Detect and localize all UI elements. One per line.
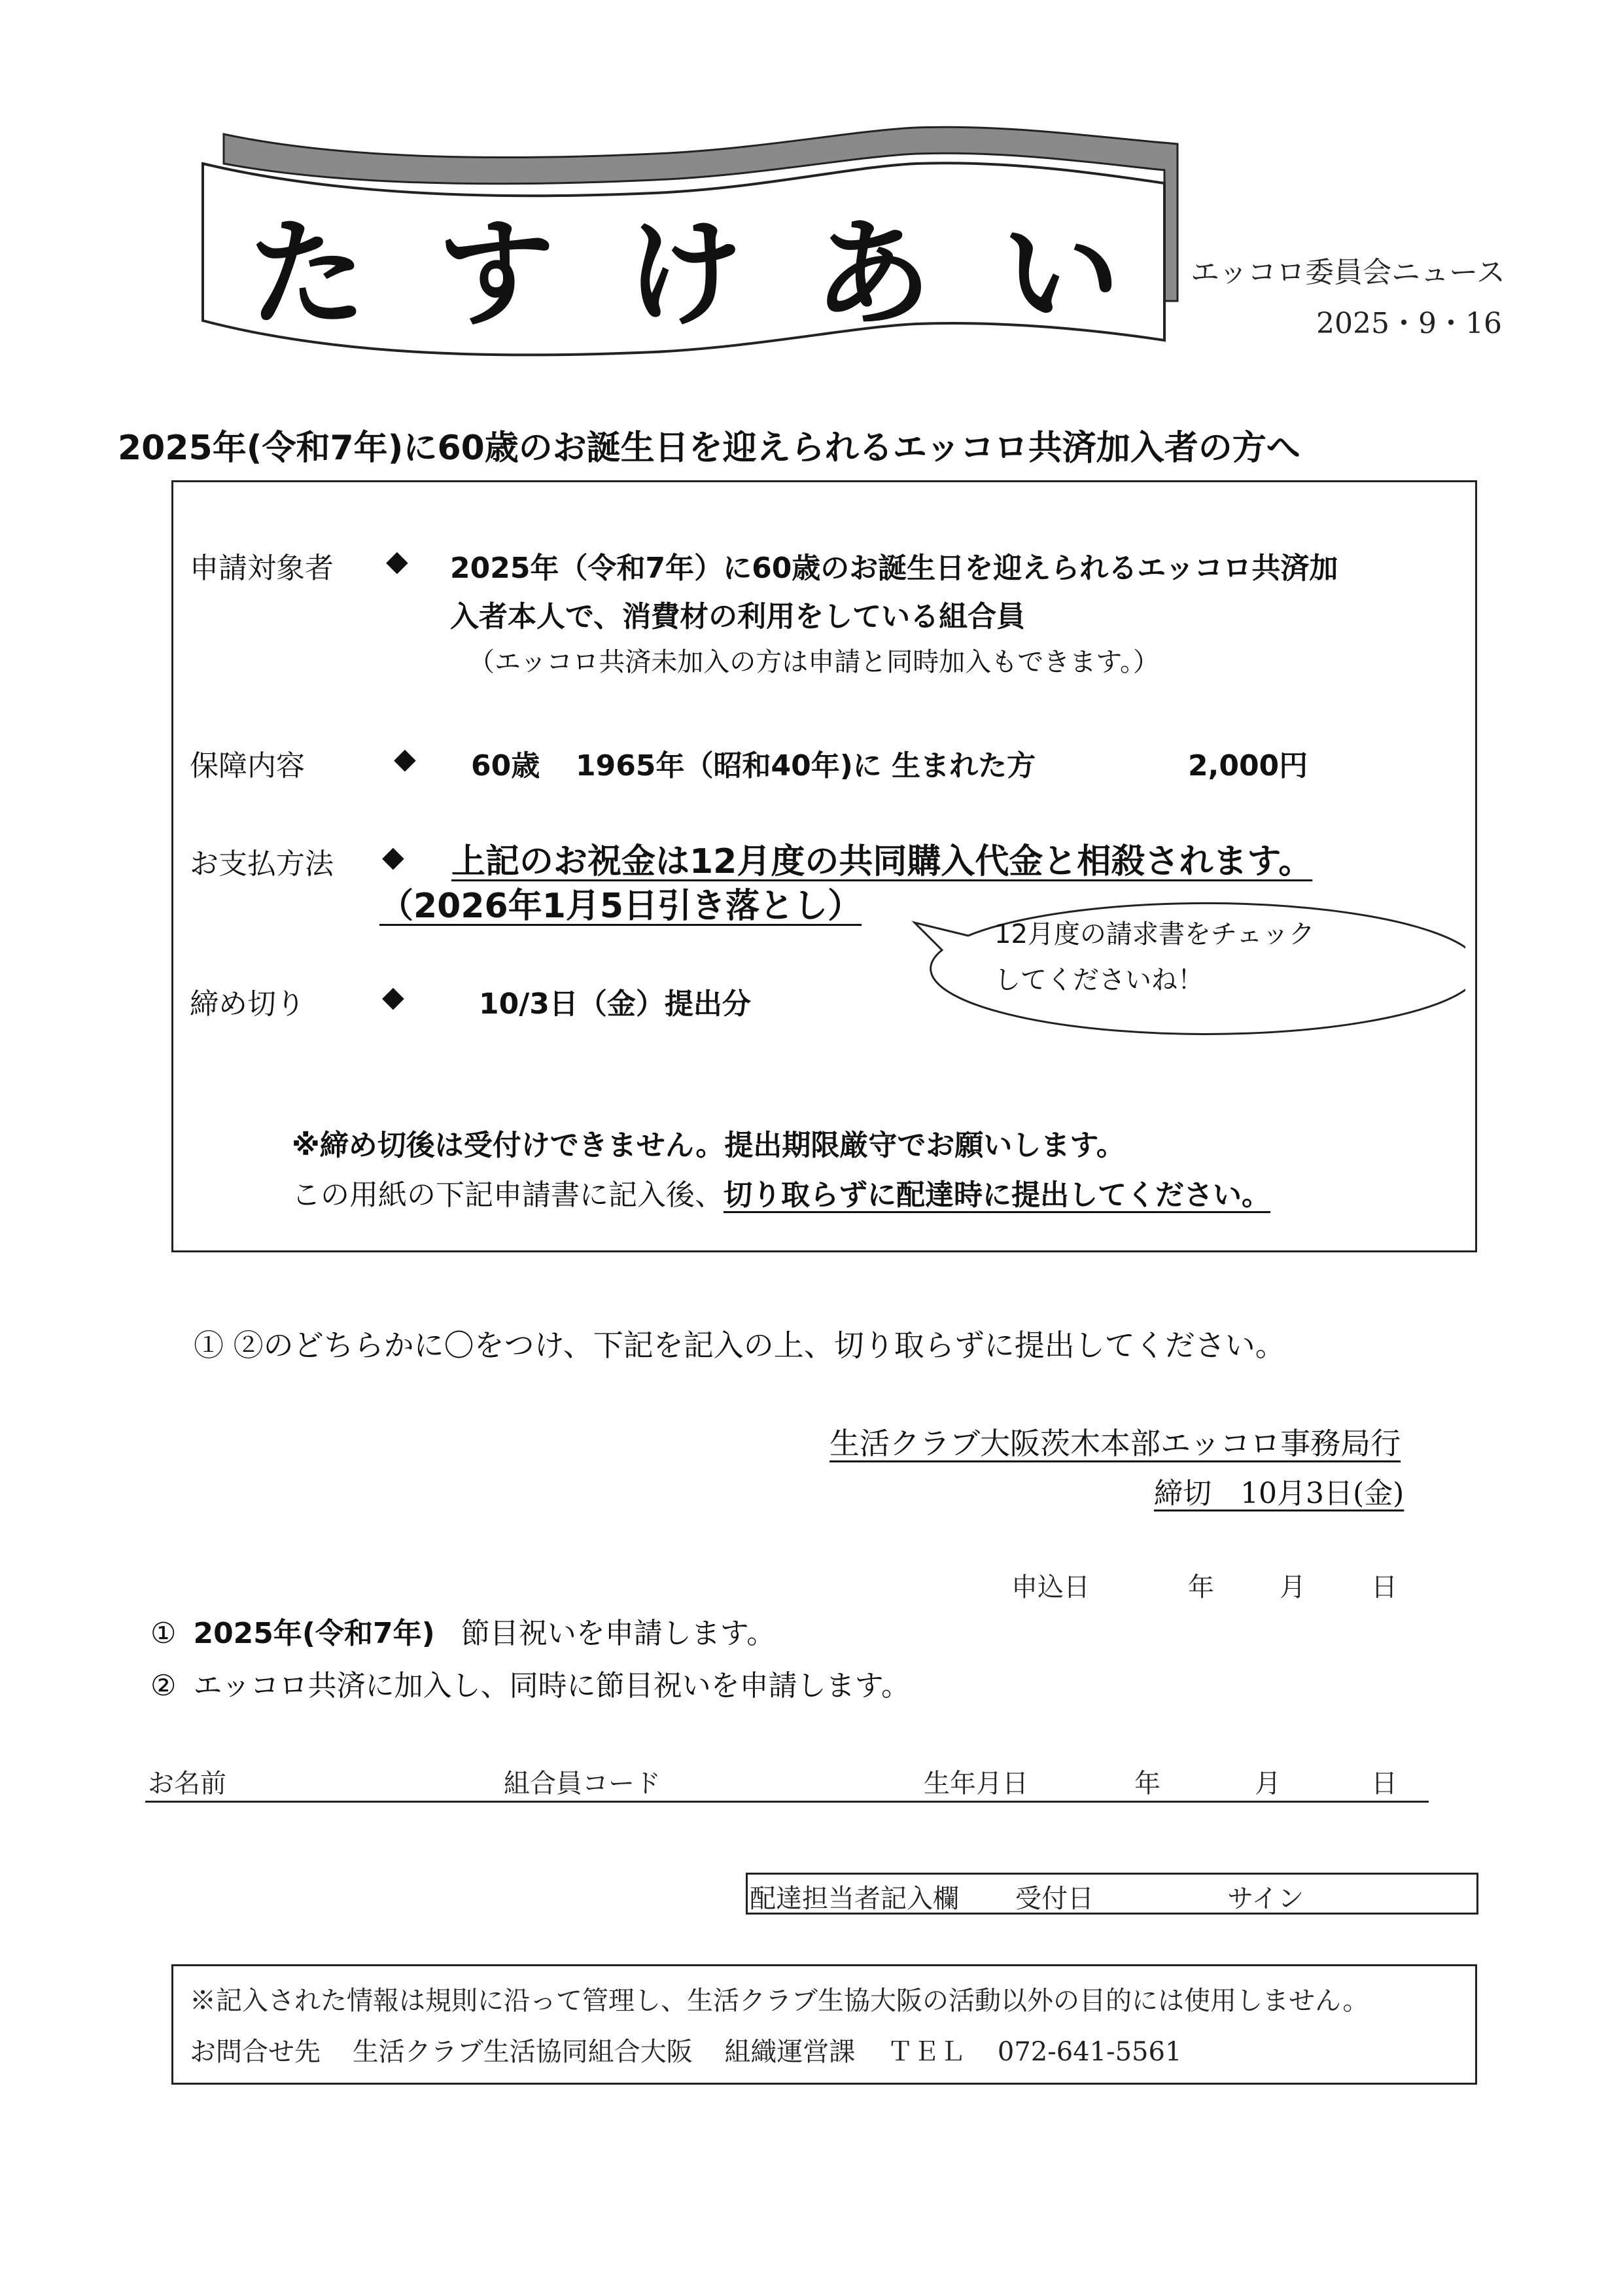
payment-line-2: （2026年1月5日引き落とし） bbox=[379, 887, 862, 926]
tel-label: ＴＥＬ bbox=[887, 2037, 966, 2067]
diamond-bullet-icon: ◆ bbox=[382, 840, 404, 874]
instruction-emphasis: 切り取らずに配達時に提出してください。 bbox=[724, 1178, 1270, 1212]
bubble-line-1: 12月度の請求書をチェック bbox=[994, 919, 1315, 949]
target-line-1: 2025年（令和7年）に60歳のお誕生日を迎えられるエッコロ共済加 bbox=[450, 552, 1338, 585]
circle-instruction: ① ②のどちらかに〇をつけ、下記を記入の上、切り取らずに提出してください。 bbox=[194, 1328, 1285, 1363]
coverage-amount: 2,000円 bbox=[1188, 749, 1308, 783]
coverage-age: 60歳 bbox=[471, 749, 540, 783]
birth-day: 日 bbox=[1371, 1769, 1397, 1799]
coverage-label: 保障内容 bbox=[190, 749, 305, 783]
delivery-label: 配達担当者記入欄 bbox=[750, 1884, 959, 1914]
name-label: お名前 bbox=[148, 1769, 226, 1799]
payment-line-1: 上記のお祝金は12月度の共同購入代金と相殺されます。 bbox=[451, 842, 1313, 881]
diamond-bullet-icon: ◆ bbox=[386, 544, 408, 578]
application-month: 月 bbox=[1280, 1572, 1306, 1602]
birth-month: 月 bbox=[1255, 1769, 1281, 1799]
application-year: 年 bbox=[1188, 1572, 1214, 1602]
member-code-label: 組合員コード bbox=[504, 1769, 661, 1799]
option-1-text: 節目祝いを申請します。 bbox=[461, 1617, 776, 1650]
diamond-bullet-icon: ◆ bbox=[382, 980, 404, 1014]
option-2[interactable] bbox=[150, 1662, 910, 1704]
birthdate-label: 生年月日 bbox=[924, 1769, 1028, 1799]
received-date-label: 受付日 bbox=[1015, 1884, 1094, 1914]
deadline-label: 締め切り bbox=[190, 987, 305, 1021]
page-title: 2025年(令和7年)に60歳のお誕生日を迎えられるエッコロ共済加入者の方へ bbox=[118, 429, 1300, 468]
submission-instruction bbox=[292, 1171, 1270, 1213]
banner-title: たすけあい bbox=[249, 206, 1191, 343]
option-2-text: エッコロ共済に加入し、同時に節目祝いを申請します。 bbox=[193, 1669, 911, 1703]
application-date-label: 申込日 bbox=[1011, 1572, 1090, 1602]
payment-label: お支払方法 bbox=[190, 847, 334, 881]
instruction-prefix: この用紙の下記申請書に記入後、 bbox=[292, 1178, 724, 1212]
contact-line bbox=[190, 2031, 1181, 2068]
birth-year: 年 bbox=[1134, 1769, 1161, 1799]
newsletter-name: エッコロ委員会ニュース bbox=[1191, 256, 1505, 289]
application-day: 日 bbox=[1371, 1572, 1397, 1602]
target-note: （エッコロ共済未加入の方は申請と同時加入もできます。） bbox=[468, 647, 1159, 677]
organization: 生活クラブ生活協同組合大阪 bbox=[352, 2037, 693, 2067]
option-1[interactable] bbox=[150, 1610, 775, 1651]
deadline-value: 10/3日（金）提出分 bbox=[479, 987, 751, 1021]
signature-label: サイン bbox=[1227, 1884, 1304, 1914]
deadline-warning: ※締め切後は受付けできません。提出期限厳守でお願いします。 bbox=[292, 1129, 1125, 1162]
signature-underline[interactable] bbox=[145, 1801, 1429, 1803]
option-1-marker[interactable]: ① bbox=[150, 1617, 177, 1650]
target-line-2: 入者本人で、消費材の利用をしている組合員 bbox=[450, 600, 1026, 633]
issue-date: 2025・9・16 bbox=[1316, 307, 1502, 340]
addressee: 生活クラブ大阪茨木本部エッコロ事務局行 bbox=[829, 1426, 1401, 1461]
tel-number: 072-641-5561 bbox=[997, 2037, 1182, 2067]
contact-label: お問合せ先 bbox=[190, 2037, 321, 2067]
option-1-year: 2025年(令和7年) bbox=[193, 1617, 435, 1650]
coverage-birth: 1965年（昭和40年)に 生まれた方 bbox=[576, 749, 1036, 783]
bubble-line-2: してくださいね！ bbox=[994, 965, 1204, 995]
title-banner bbox=[196, 124, 1191, 399]
option-2-marker[interactable]: ② bbox=[150, 1669, 177, 1703]
form-deadline: 締切 10月3日(金) bbox=[1154, 1477, 1405, 1510]
privacy-note: ※記入された情報は規則に沿って管理し、生活クラブ生協大阪の活動以外の目的には使用しません。 bbox=[190, 1986, 1369, 2016]
department: 組織運営課 bbox=[724, 2037, 856, 2067]
diamond-bullet-icon: ◆ bbox=[394, 742, 416, 775]
target-label: 申請対象者 bbox=[190, 552, 334, 585]
